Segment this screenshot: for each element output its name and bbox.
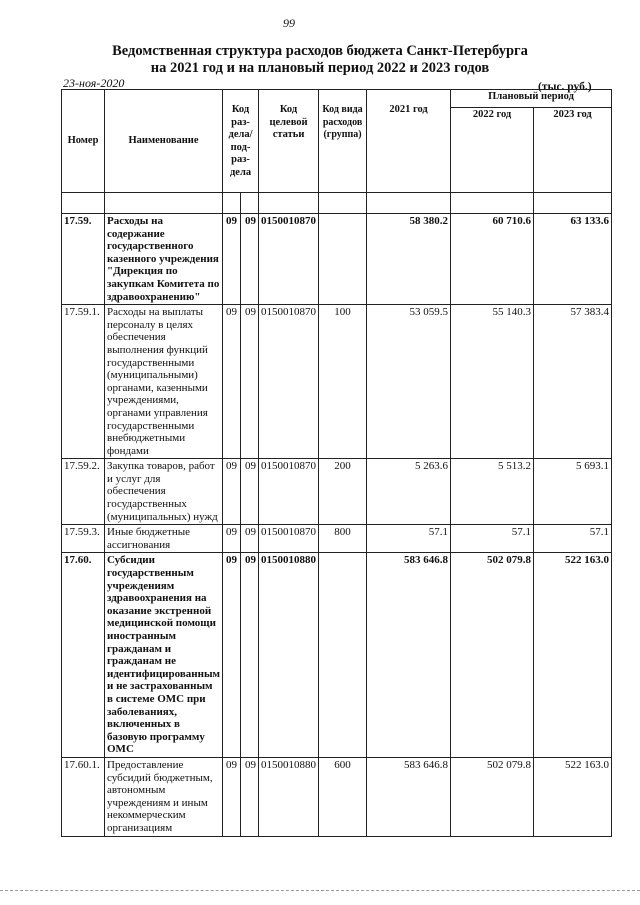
row-subsection: 09 [241,553,259,758]
row-target-code: 0150010870 [259,214,319,305]
row-expense-type: 100 [319,305,367,459]
row-subsection: 09 [241,459,259,525]
row-amount-2022: 57.1 [451,525,534,553]
row-amount-2022: 55 140.3 [451,305,534,459]
row-name: Предоставление субсидий бюджетным, автономным учреждениям и иным некоммерческим организациям [105,757,223,836]
row-target-code: 0150010870 [259,525,319,553]
row-target-code: 0150010880 [259,757,319,836]
table-row [62,757,612,836]
table-row [62,459,612,525]
row-number: 17.59.2. [62,459,105,525]
page-number: 99 [283,16,295,30]
row-target-code: 0150010880 [259,553,319,758]
row-name: Субсидии государственным учреждениям здравоохранения на оказание экстренной медицинской помощи иностранным гражданам и гражданам не идентифицированным и не застрахованным в системе ОМС при заболеваниях, включенных в базовую программу ОМС [105,553,223,758]
table-row [62,214,612,305]
row-subsection: 09 [241,214,259,305]
row-target-code: 0150010870 [259,305,319,459]
row-name: Закупка товаров, работ и услуг для обеспечения государственных (муниципальных) нужд [105,459,223,525]
row-subsection: 09 [241,525,259,553]
header-planned-period: Плановый период [451,90,612,108]
row-name: Расходы на выплаты персоналу в целях обеспечения выполнения функций государственными (муниципальными) органами, казенными учреждениями, органами управления государственными внебюджетными фондами [105,305,223,459]
row-amount-2023: 522 163.0 [534,553,612,758]
row-amount-2023: 5 693.1 [534,459,612,525]
row-section: 09 [223,553,241,758]
row-number: 17.59.1. [62,305,105,459]
row-amount-2022: 502 079.8 [451,553,534,758]
header-2023: 2023 год [534,108,612,193]
row-expense-type: 800 [319,525,367,553]
row-number: 17.60. [62,553,105,758]
header-target: Код целевой статьи [259,90,319,193]
row-expense-type: 600 [319,757,367,836]
row-subsection: 09 [241,757,259,836]
row-number: 17.60.1. [62,757,105,836]
header-expense-type: Код вида расходов (группа) [319,90,367,193]
document-date: 23-ноя-2020 [63,76,125,90]
row-expense-type [319,553,367,758]
row-section: 09 [223,757,241,836]
header-number: Номер [62,90,105,193]
row-expense-type [319,214,367,305]
header-2021: 2021 год [367,90,451,193]
row-amount-2021: 53 059.5 [367,305,451,459]
header-section: Код раз-дела/ под-раз-дела [223,90,259,193]
table-row [62,553,612,758]
row-amount-2021: 583 646.8 [367,553,451,758]
table-row [62,305,612,459]
row-name: Иные бюджетные ассигнования [105,525,223,553]
document-title-line2: на 2021 год и на плановый период 2022 и 2023 годов [150,60,490,76]
row-amount-2022: 502 079.8 [451,757,534,836]
row-amount-2023: 57 383.4 [534,305,612,459]
row-amount-2021: 57.1 [367,525,451,553]
row-number: 17.59. [62,214,105,305]
budget-table [61,89,612,837]
row-amount-2023: 522 163.0 [534,757,612,836]
row-amount-2021: 5 263.6 [367,459,451,525]
row-name: Расходы на содержание государственного казенного учреждения "Дирекция по закупкам Комитета по здравоохранению" [105,214,223,305]
row-section: 09 [223,305,241,459]
row-amount-2023: 57.1 [534,525,612,553]
page-bottom-edge [0,890,640,892]
row-number: 17.59.3. [62,525,105,553]
row-amount-2021: 58 380.2 [367,214,451,305]
row-section: 09 [223,525,241,553]
document-title-line1: Ведомственная структура расходов бюджета Санкт-Петербурга [112,43,528,59]
row-section: 09 [223,459,241,525]
header-2022: 2022 год [451,108,534,193]
row-amount-2022: 60 710.6 [451,214,534,305]
row-expense-type: 200 [319,459,367,525]
table-row [62,525,612,553]
row-amount-2023: 63 133.6 [534,214,612,305]
header-name: Наименование [105,90,223,193]
row-subsection: 09 [241,305,259,459]
row-section: 09 [223,214,241,305]
row-amount-2021: 583 646.8 [367,757,451,836]
unit-label: (тыс. руб.) [538,81,592,93]
row-amount-2022: 5 513.2 [451,459,534,525]
row-target-code: 0150010870 [259,459,319,525]
